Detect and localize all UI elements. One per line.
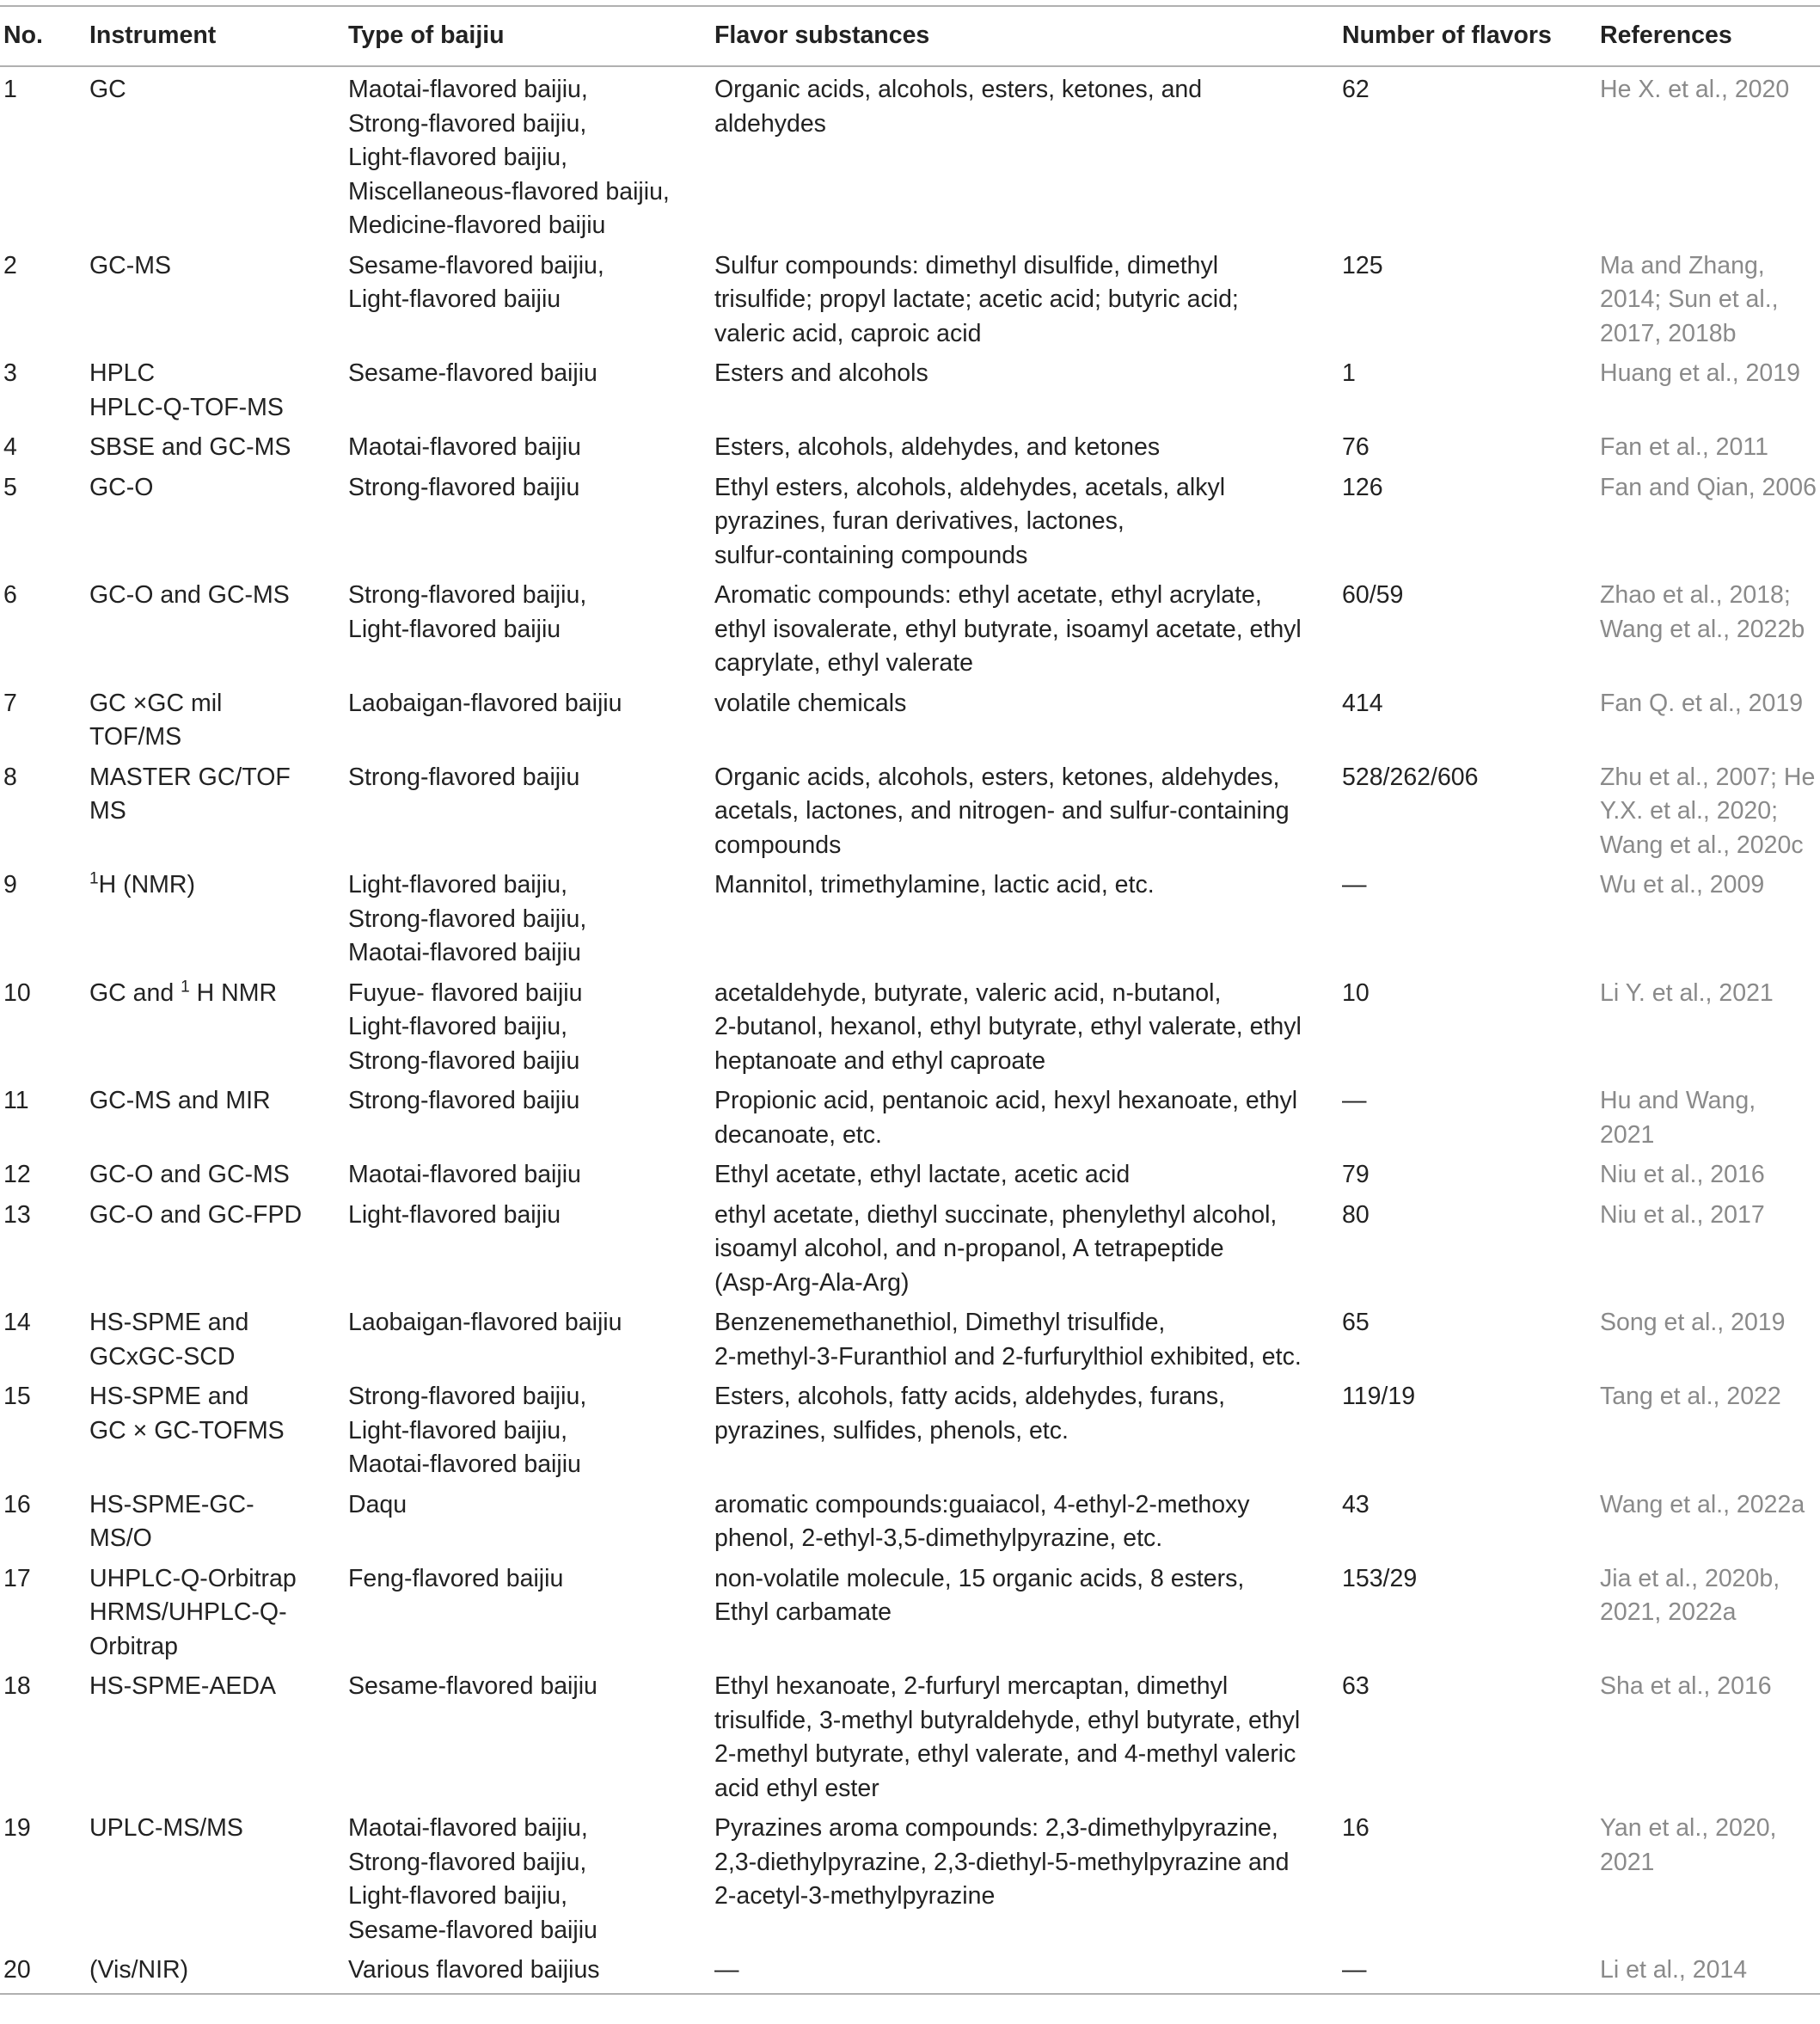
cell-references (1596, 66, 1820, 243)
reference-line: Jia et al., 2020b, (1600, 1564, 1780, 1592)
cell-references (1596, 681, 1820, 755)
instrument-line: Orbitrap (89, 1632, 178, 1660)
cell-number-of-flavors: 63 (1342, 1672, 1370, 1700)
cell-instrument (86, 971, 345, 1079)
flavor-line: trisulfide; propyl lactate; acetic acid; butyric acid; (714, 285, 1239, 313)
reference-line: Huang et al., 2019 (1600, 359, 1800, 387)
cell-number-of-flavors: 414 (1342, 689, 1383, 717)
flavor-line: phenol, 2-ethyl-3,5-dimethylpyrazine, etc. (714, 1524, 1163, 1552)
cell-type (345, 66, 711, 243)
instrument-text: H NMR (189, 978, 278, 1007)
flavor-line: valeric acid, caproic acid (714, 319, 982, 347)
header-no: No. (0, 6, 86, 66)
flavor-line: isoamyl alcohol, and n-propanol, A tetrapeptide (714, 1235, 1224, 1262)
reference-line: Wang et al., 2022b (1600, 615, 1805, 643)
instrument-line (89, 868, 338, 903)
flavor-line: sulfur-containing compounds (714, 541, 1028, 569)
cell-type (345, 1664, 711, 1806)
cell-no: 7 (3, 689, 17, 717)
cell-references (1596, 1482, 1820, 1556)
table-row (0, 465, 1820, 573)
type-line: Feng-flavored baijiu (348, 1564, 564, 1592)
type-line: Light-flavored baijiu, (348, 1882, 568, 1910)
cell-type (345, 681, 711, 755)
instrument-prefix: GC and (89, 978, 181, 1007)
cell-references (1596, 465, 1820, 573)
header-type: Type of baijiu (345, 6, 711, 66)
reference-line: Wang et al., 2022a (1600, 1490, 1805, 1518)
reference-line: Yan et al., 2020, (1600, 1814, 1777, 1842)
type-line: Strong-flavored baijiu (348, 763, 580, 791)
cell-no: 13 (3, 1200, 31, 1229)
cell-type (345, 862, 711, 971)
instrument-line: GC (89, 76, 126, 103)
type-line: Strong-flavored baijiu, (348, 581, 587, 609)
cell-flavor-substances (711, 1482, 1339, 1556)
header-row (0, 6, 1820, 66)
cell-no: 15 (3, 1383, 31, 1410)
cell-instrument (86, 1300, 345, 1374)
flavor-line: Organic acids, alcohols, esters, ketones, and (714, 76, 1203, 103)
cell-type (345, 971, 711, 1079)
cell-type (345, 1374, 711, 1482)
table-row (0, 681, 1820, 755)
instrument-line: GCxGC-SCD (89, 1342, 236, 1371)
cell-number-of-flavors: — (1342, 871, 1367, 899)
cell-instrument (86, 1806, 345, 1947)
instrument-line: GC-O (89, 473, 154, 501)
header-flavor-substances: Flavor substances (711, 6, 1339, 66)
cell-number-of-flavors: 1 (1342, 359, 1356, 387)
type-line: Maotai-flavored baijiu (348, 433, 581, 461)
cell-number-of-flavors: — (1342, 1087, 1367, 1114)
type-line: Strong-flavored baijiu, (348, 109, 587, 138)
table-row (0, 1193, 1820, 1301)
type-line: Strong-flavored baijiu, (348, 905, 587, 933)
reference-line: Fan and Qian, 2006 (1600, 473, 1817, 501)
cell-instrument (86, 66, 345, 243)
cell-no: 2 (3, 251, 17, 279)
flavor-line: aldehydes (714, 109, 826, 138)
type-line: Sesame-flavored baijiu, (348, 251, 604, 279)
flavor-line: ethyl isovalerate, ethyl butyrate, isoamyl acetate, ethyl (714, 615, 1302, 643)
cell-references (1596, 862, 1820, 971)
flavor-line: Esters and alcohols (714, 359, 928, 387)
cell-instrument (86, 1374, 345, 1482)
type-line: Maotai-flavored baijiu (348, 1451, 581, 1478)
cell-no: 10 (3, 978, 31, 1007)
flavor-line: 2,3-diethylpyrazine, 2,3-diethyl-5-methylpyrazine and (714, 1848, 1290, 1876)
cell-no: 8 (3, 763, 17, 791)
instrument-line: UPLC-MS/MS (89, 1814, 243, 1842)
cell-number-of-flavors: 80 (1342, 1200, 1370, 1229)
cell-type (345, 1806, 711, 1947)
cell-type (345, 1947, 711, 1994)
cell-references (1596, 351, 1820, 425)
table-row (0, 573, 1820, 681)
table-row (0, 1300, 1820, 1374)
header-instrument: Instrument (86, 6, 345, 66)
flavor-line: non-volatile molecule, 15 organic acids, 8 esters, (714, 1564, 1245, 1592)
cell-flavor-substances (711, 425, 1339, 465)
cell-instrument (86, 573, 345, 681)
cell-type (345, 1482, 711, 1556)
type-line: Light-flavored baijiu (348, 615, 561, 643)
instrument-line: GC × GC-TOFMS (89, 1416, 285, 1444)
flavor-line: Organic acids, alcohols, esters, ketones, aldehydes, (714, 763, 1280, 791)
reference-line: Zhu et al., 2007; He (1600, 763, 1816, 791)
flavor-line: Ethyl hexanoate, 2-furfuryl mercaptan, dimethyl (714, 1672, 1229, 1700)
cell-type (345, 425, 711, 465)
cell-references (1596, 425, 1820, 465)
reference-line: Fan Q. et al., 2019 (1600, 689, 1804, 717)
cell-flavor-substances (711, 1806, 1339, 1947)
flavor-line: compounds (714, 831, 842, 859)
cell-type (345, 1193, 711, 1301)
flavor-line: aromatic compounds:guaiacol, 4-ethyl-2-methoxy (714, 1490, 1250, 1518)
cell-no: 11 (3, 1087, 29, 1114)
table-row (0, 1482, 1820, 1556)
cell-references (1596, 755, 1820, 863)
flavor-line: 2-methyl-3-Furanthiol and 2-furfurylthiol exhibited, etc. (714, 1342, 1302, 1371)
cell-instrument (86, 465, 345, 573)
cell-references (1596, 1152, 1820, 1193)
instrument-line: GC-O and GC-FPD (89, 1200, 303, 1229)
type-line: Laobaigan-flavored baijiu (348, 1309, 622, 1336)
table-row (0, 1374, 1820, 1482)
reference-line: Niu et al., 2017 (1600, 1200, 1765, 1229)
cell-references (1596, 1193, 1820, 1301)
cell-type (345, 1152, 711, 1193)
cell-type (345, 573, 711, 681)
flavor-line: pyrazines, furan derivatives, lactones, (714, 507, 1124, 535)
reference-line: Song et al., 2019 (1600, 1309, 1786, 1336)
cell-references (1596, 1300, 1820, 1374)
cell-type (345, 351, 711, 425)
cell-flavor-substances (711, 573, 1339, 681)
instrument-line: GC-MS (89, 251, 171, 279)
instrument-line: HRMS/UHPLC-Q- (89, 1598, 287, 1626)
reference-line: Li Y. et al., 2021 (1600, 978, 1774, 1007)
instrument-line: UHPLC-Q-Orbitrap (89, 1564, 297, 1592)
flavor-line: Benzenemethanethiol, Dimethyl trisulfide, (714, 1309, 1166, 1336)
flavor-line: acetals, lactones, and nitrogen- and sulfur-containing (714, 797, 1290, 825)
flavor-line: 2-methyl butyrate, ethyl valerate, and 4-methyl valeric (714, 1740, 1296, 1768)
reference-line: Hu and Wang, (1600, 1087, 1756, 1114)
cell-no: 12 (3, 1161, 31, 1188)
type-line: Maotai-flavored baijiu (348, 939, 581, 966)
table-body (0, 66, 1820, 1994)
type-line: Strong-flavored baijiu (348, 1046, 580, 1075)
reference-line: 2014; Sun et al., (1600, 285, 1779, 313)
table-row (0, 755, 1820, 863)
cell-references (1596, 1947, 1820, 1994)
cell-instrument (86, 755, 345, 863)
reference-line: Fan et al., 2011 (1600, 433, 1768, 461)
flavor-line: acid ethyl ester (714, 1774, 879, 1802)
flavor-line: caprylate, ethyl valerate (714, 649, 973, 677)
cell-flavor-substances (711, 351, 1339, 425)
cell-flavor-substances (711, 971, 1339, 1079)
flavor-line: Sulfur compounds: dimethyl disulfide, dimethyl (714, 251, 1219, 279)
cell-no: 5 (3, 473, 17, 501)
cell-references (1596, 1806, 1820, 1947)
cell-number-of-flavors: 60/59 (1342, 581, 1404, 609)
reference-line: 2021 (1600, 1120, 1655, 1149)
cell-references (1596, 573, 1820, 681)
flavor-line: Pyrazines aroma compounds: 2,3-dimethylpyrazine, (714, 1814, 1278, 1842)
flavor-line: heptanoate and ethyl caproate (714, 1046, 1046, 1075)
table-row (0, 351, 1820, 425)
type-line: Maotai-flavored baijiu, (348, 76, 588, 103)
cell-no: 3 (3, 359, 17, 387)
cell-type (345, 243, 711, 352)
instrument-text: H (NMR) (98, 871, 195, 899)
cell-instrument (86, 1947, 345, 1994)
cell-type (345, 755, 711, 863)
table-row (0, 1664, 1820, 1806)
instrument-line: MS (89, 797, 126, 825)
cell-instrument (86, 1664, 345, 1806)
flavor-line: Ethyl esters, alcohols, aldehydes, acetals, alkyl (714, 473, 1226, 501)
reference-line: He X. et al., 2020 (1600, 76, 1790, 103)
type-line: Maotai-flavored baijiu, (348, 1814, 588, 1842)
cell-flavor-substances (711, 1193, 1339, 1301)
flavor-line: (Asp-Arg-Ala-Arg) (714, 1268, 910, 1297)
cell-no: 4 (3, 433, 17, 461)
type-line: Strong-flavored baijiu, (348, 1848, 587, 1876)
instrument-superscript: 1 (89, 869, 99, 888)
cell-no: 18 (3, 1672, 31, 1700)
cell-number-of-flavors: 10 (1342, 978, 1370, 1007)
cell-flavor-substances (711, 243, 1339, 352)
cell-references (1596, 1078, 1820, 1152)
reference-line: Wu et al., 2009 (1600, 871, 1765, 899)
cell-instrument (86, 1078, 345, 1152)
instrument-line: GC ×GC mil (89, 689, 223, 717)
table-row (0, 1556, 1820, 1665)
flavor-line: Esters, alcohols, fatty acids, aldehydes, furans, (714, 1383, 1226, 1410)
cell-instrument (86, 1556, 345, 1665)
cell-number-of-flavors: 76 (1342, 433, 1370, 461)
table-row (0, 1806, 1820, 1947)
cell-number-of-flavors: 79 (1342, 1161, 1370, 1188)
instrument-superscript: 1 (181, 978, 190, 996)
flavor-line: ethyl acetate, diethyl succinate, phenylethyl alcohol, (714, 1200, 1278, 1229)
cell-no: 16 (3, 1490, 31, 1518)
cell-number-of-flavors: 62 (1342, 76, 1370, 103)
instrument-line: HS-SPME-GC- (89, 1490, 254, 1518)
type-line: Miscellaneous-flavored baijiu, (348, 177, 670, 205)
table-row (0, 1947, 1820, 1994)
type-line: Fuyue- flavored baijiu (348, 978, 583, 1007)
table-row (0, 1078, 1820, 1152)
cell-flavor-substances (711, 1556, 1339, 1665)
cell-type (345, 1078, 711, 1152)
reference-line: Y.X. et al., 2020; (1600, 797, 1779, 825)
cell-no: 9 (3, 871, 17, 899)
cell-number-of-flavors: 125 (1342, 251, 1383, 279)
cell-flavor-substances (711, 1374, 1339, 1482)
cell-flavor-substances (711, 1664, 1339, 1806)
type-line: Light-flavored baijiu (348, 1200, 561, 1229)
cell-flavor-substances (711, 1078, 1339, 1152)
header-number-of-flavors: Number of flavors (1339, 6, 1596, 66)
type-line: Daqu (348, 1490, 408, 1518)
flavor-line: decanoate, etc. (714, 1120, 882, 1149)
cell-instrument (86, 862, 345, 971)
cell-instrument (86, 351, 345, 425)
cell-type (345, 1556, 711, 1665)
cell-references (1596, 1374, 1820, 1482)
cell-number-of-flavors: 153/29 (1342, 1564, 1418, 1592)
type-line: Light-flavored baijiu, (348, 144, 568, 171)
type-line: Sesame-flavored baijiu (348, 1672, 597, 1700)
cell-flavor-substances (711, 465, 1339, 573)
cell-no: 14 (3, 1309, 31, 1336)
cell-number-of-flavors: 65 (1342, 1309, 1370, 1336)
cell-type (345, 465, 711, 573)
type-line: Laobaigan-flavored baijiu (348, 689, 622, 717)
flavor-line: 2-butanol, hexanol, ethyl butyrate, ethyl valerate, ethyl (714, 1013, 1302, 1040)
instrument-line: GC-MS and MIR (89, 1087, 271, 1114)
type-line: Sesame-flavored baijiu (348, 359, 597, 387)
table-row (0, 425, 1820, 465)
cell-number-of-flavors: — (1339, 1947, 1596, 1994)
instrument-line: TOF/MS (89, 723, 182, 751)
cell-instrument (86, 425, 345, 465)
flavor-line: Ethyl carbamate (714, 1598, 892, 1626)
type-line: Light-flavored baijiu, (348, 1013, 568, 1040)
flavor-line: Propionic acid, pentanoic acid, hexyl hexanoate, ethyl (714, 1087, 1298, 1114)
cell-references (1596, 243, 1820, 352)
instrument-line: MS/O (89, 1524, 152, 1552)
cell-instrument (86, 243, 345, 352)
table-header (0, 6, 1820, 66)
type-line: Light-flavored baijiu, (348, 871, 568, 899)
type-line: Maotai-flavored baijiu (348, 1161, 581, 1188)
type-line: Medicine-flavored baijiu (348, 212, 606, 239)
flavor-analysis-table (0, 5, 1820, 1995)
instrument-line: HS-SPME and (89, 1309, 249, 1336)
cell-no: 17 (3, 1564, 31, 1592)
instrument-line: HS-SPME and (89, 1383, 249, 1410)
cell-type (345, 1300, 711, 1374)
instrument-line: GC-O and GC-MS (89, 1161, 290, 1188)
flavor-line: volatile chemicals (714, 689, 907, 717)
cell-flavor-substances (711, 66, 1339, 243)
reference-line: Ma and Zhang, (1600, 251, 1765, 279)
table-row (0, 862, 1820, 971)
reference-line: 2021 (1600, 1848, 1655, 1876)
flavor-line: 2-acetyl-3-methylpyrazine (714, 1882, 996, 1910)
instrument-line: (Vis/NIR) (89, 1956, 189, 1984)
flavor-line: pyrazines, sulfides, phenols, etc. (714, 1416, 1069, 1444)
type-line: Sesame-flavored baijiu (348, 1916, 597, 1944)
type-line: Strong-flavored baijiu (348, 1087, 580, 1114)
reference-line: Li et al., 2014 (1600, 1956, 1748, 1984)
flavor-line: acetaldehyde, butyrate, valeric acid, n-butanol, (714, 978, 1222, 1007)
cell-flavor-substances (711, 755, 1339, 863)
cell-references (1596, 971, 1820, 1079)
reference-line: 2017, 2018b (1600, 319, 1737, 347)
cell-flavor-substances (711, 862, 1339, 971)
cell-instrument (86, 1482, 345, 1556)
type-line: Light-flavored baijiu (348, 285, 561, 313)
instrument-line: HPLC-Q-TOF-MS (89, 393, 284, 421)
cell-flavor-substances (711, 1152, 1339, 1193)
reference-line: Sha et al., 2016 (1600, 1672, 1772, 1700)
cell-number-of-flavors: 126 (1342, 473, 1383, 501)
cell-references (1596, 1664, 1820, 1806)
cell-number-of-flavors: 43 (1342, 1490, 1370, 1518)
type-line: Various flavored baijius (348, 1956, 600, 1984)
cell-instrument (86, 681, 345, 755)
cell-number-of-flavors: 16 (1342, 1814, 1370, 1842)
cell-flavor-substances (711, 1300, 1339, 1374)
flavor-line: trisulfide, 3-methyl butyraldehyde, ethyl butyrate, ethyl (714, 1706, 1301, 1734)
cell-instrument (86, 1193, 345, 1301)
flavor-line: Esters, alcohols, aldehydes, and ketones (714, 433, 1161, 461)
instrument-line: MASTER GC/TOF (89, 763, 291, 791)
cell-no: 19 (3, 1814, 31, 1842)
reference-line: Tang et al., 2022 (1600, 1383, 1781, 1410)
cell-no: 1 (3, 76, 17, 103)
instrument-line: GC-O and GC-MS (89, 581, 290, 609)
flavor-line: Ethyl acetate, ethyl lactate, acetic acid (714, 1161, 1131, 1188)
table-row (0, 1152, 1820, 1193)
instrument-line (89, 977, 338, 1011)
cell-instrument (86, 1152, 345, 1193)
cell-flavor-substances (711, 681, 1339, 755)
reference-line: Zhao et al., 2018; (1600, 581, 1791, 609)
type-line: Strong-flavored baijiu (348, 473, 580, 501)
cell-no: 6 (3, 581, 17, 609)
reference-line: 2021, 2022a (1600, 1598, 1737, 1626)
table-row (0, 243, 1820, 352)
cell-references (1596, 1556, 1820, 1665)
flavor-line: — (714, 1956, 739, 1984)
instrument-line: SBSE and GC-MS (89, 433, 291, 461)
flavor-line: Mannitol, trimethylamine, lactic acid, etc. (714, 871, 1155, 899)
instrument-line: HPLC (89, 359, 156, 387)
table-row (0, 971, 1820, 1079)
flavor-line: Aromatic compounds: ethyl acetate, ethyl acrylate, (714, 581, 1262, 609)
cell-flavor-substances (711, 1947, 1339, 1994)
cell-number-of-flavors: 528/262/606 (1342, 763, 1479, 791)
table-row (0, 66, 1820, 243)
reference-line: Wang et al., 2020c (1600, 831, 1804, 859)
cell-no: 20 (0, 1947, 86, 1994)
type-line: Light-flavored baijiu, (348, 1416, 568, 1444)
instrument-line: HS-SPME-AEDA (89, 1672, 276, 1700)
header-references: References (1596, 6, 1820, 66)
type-line: Strong-flavored baijiu, (348, 1383, 587, 1410)
reference-line: Niu et al., 2016 (1600, 1161, 1765, 1188)
cell-number-of-flavors: 119/19 (1342, 1383, 1416, 1410)
